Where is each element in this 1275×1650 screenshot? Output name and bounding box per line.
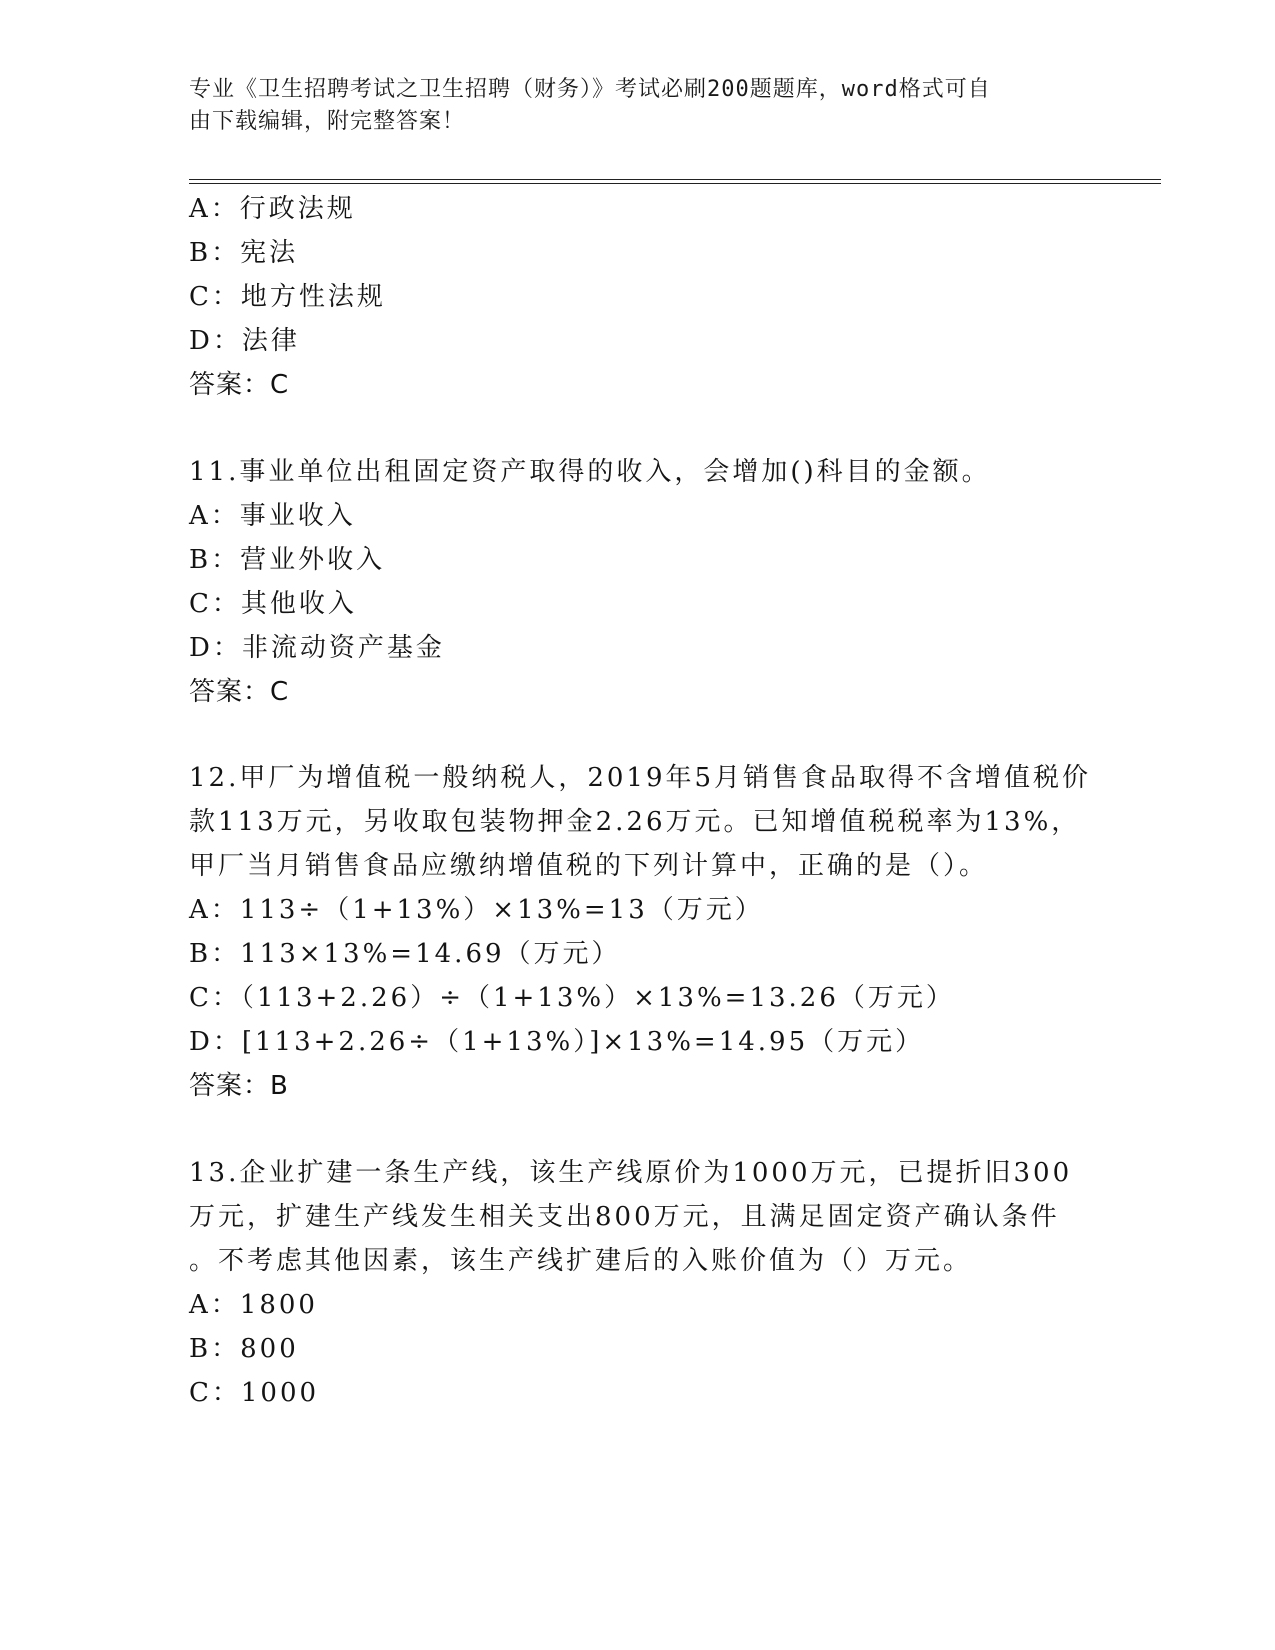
header-divider-top: [189, 179, 1161, 180]
q10-option-c: C：地方性法规: [189, 282, 386, 312]
q13-stem-line-3: 。不考虑其他因素，该生产线扩建后的入账价值为（）万元。: [189, 1246, 973, 1276]
header-line-1: 专业《卫生招聘考试之卫生招聘（财务）》考试必刷200题题库，word格式可自: [189, 77, 991, 102]
q10-answer: 答案：C: [189, 370, 290, 400]
q11-option-d: D：非流动资产基金: [189, 633, 445, 663]
q11-answer: 答案：C: [189, 677, 290, 707]
q12-option-b: B：113×13%=14.69（万元）: [189, 939, 621, 969]
q11-option-c: C：其他收入: [189, 589, 357, 619]
q11-option-b: B：营业外收入: [189, 545, 386, 575]
q13-option-a: A：1800: [189, 1290, 318, 1320]
q13-option-b: B：800: [189, 1334, 299, 1364]
header-line-2: 由下载编辑，附完整答案！: [189, 109, 466, 134]
q10-option-a: A：行政法规: [189, 194, 356, 224]
q10-option-d: D：法律: [189, 326, 300, 356]
q12-option-c: C：（113+2.26）÷（1+13%）×13%=13.26（万元）: [189, 983, 955, 1013]
q11-stem: 11.事业单位出租固定资产取得的收入，会增加()科目的金额。: [189, 457, 991, 487]
q12-option-a: A：113÷（1+13%）×13%=13（万元）: [189, 895, 764, 925]
q12-stem-line-2: 款113万元，另收取包装物押金2.26万元。已知增值税税率为13%，: [189, 807, 1081, 837]
document-header: [189, 74, 1069, 138]
q11-option-a: A：事业收入: [189, 501, 356, 531]
q12-option-d: D：[113+2.26÷（1+13%）]×13%=14.95（万元）: [189, 1027, 925, 1057]
q13-stem-line-2: 万元，扩建生产线发生相关支出800万元，且满足固定资产确认条件: [189, 1202, 1060, 1232]
q12-stem-line-1: 12.甲厂为增值税一般纳税人，2019年5月销售食品取得不含增值税价: [189, 763, 1092, 793]
q12-answer: 答案：B: [189, 1071, 289, 1101]
q10-option-b: B：宪法: [189, 238, 299, 268]
header-divider-bottom: [189, 183, 1161, 184]
q13-option-c: C：1000: [189, 1378, 320, 1408]
q13-stem-line-1: 13.企业扩建一条生产线，该生产线原价为1000万元，已提折旧300: [189, 1158, 1073, 1188]
q12-stem-line-3: 甲厂当月销售食品应缴纳增值税的下列计算中，正确的是（）。: [189, 851, 989, 881]
